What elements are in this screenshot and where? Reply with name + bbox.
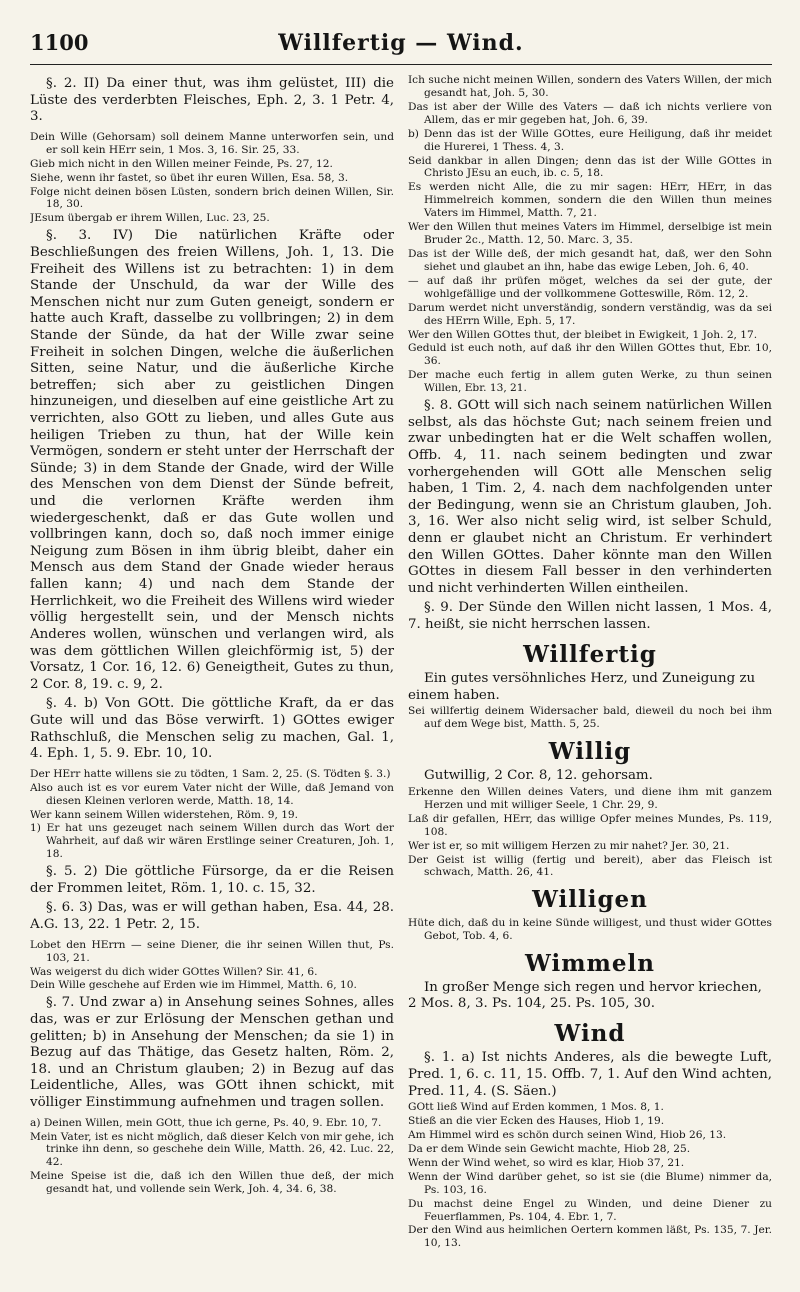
- scripture-citation: a) Deinen Willen, mein GOtt, thue ich gerne, Ps. 40, 9. Ebr. 10, 7.: [30, 1116, 382, 1129]
- scripture-citation: 1) Er hat uns gezeuget nach seinem Willen durch das Wort der Wahrheit, auf daß wir wären Erstlinge seiner Creaturen, Joh. 1, 18.: [30, 822, 394, 861]
- scripture-citation: Folge nicht deinen bösen Lüsten, sondern brich deinen Willen, Sir. 18, 30.: [30, 185, 394, 211]
- scripture-citation: Erkenne den Willen deines Vaters, und diene ihm mit ganzem Herzen und mit williger Seele, 1 Chr. 29, 9.: [408, 785, 772, 811]
- scripture-citation: Du machst deine Engel zu Winden, und deine Diener zu Feuerflammen, Ps. 104, 4. Ebr. 1, 7.: [408, 1197, 772, 1223]
- right-column: [408, 73, 772, 1250]
- section-paragraph: §. 6. 3) Das, was er will gethan haben, Esa. 44, 28. A.G. 13, 22. 1 Petr. 2, 15.: [30, 900, 394, 933]
- section-paragraph: §. 2. II) Da einer thut, was ihm gelüstet, III) die Lüste des verderbten Fleisches, Eph. 2, 3. 1 Petr. 4, 3.: [30, 76, 394, 125]
- scripture-citation: Wenn der Wind darüber gehet, so ist sie (die Blume) nimmer da, Ps. 103, 16.: [408, 1170, 772, 1196]
- scripture-citation: Der Geist ist willig (fertig und bereit), aber das Fleisch ist schwach, Matth. 26, 41.: [408, 853, 772, 879]
- left-column: [30, 73, 394, 1250]
- scripture-citation: Geduld ist euch noth, auf daß ihr den Willen GOttes thut, Ebr. 10, 36.: [408, 342, 772, 368]
- headword-willfertig: Willfertig: [523, 640, 657, 668]
- running-title: Willfertig — Wind.: [278, 30, 524, 56]
- section-paragraph: §. 4. b) Von GOtt. Die göttliche Kraft, da er das Gute will und das Böse verwirft. 1) GOttes ewiger Rathschluß, die Menschen selig zu machen, Gal. 1, 4. Eph. 1, 5. 9. Ebr. 10, 10.: [30, 696, 394, 762]
- scripture-citation: Wenn der Wind wehet, so wird es klar, Hiob 37, 21.: [408, 1156, 685, 1169]
- scripture-citation: Am Himmel wird es schön durch seinen Wind, Hiob 26, 13.: [408, 1129, 727, 1141]
- headword-wimmeln: Wimmeln: [525, 949, 655, 977]
- scripture-citation: Also auch ist es vor eurem Vater nicht der Wille, daß Jemand von diesen Kleinen verloren werde, Matth. 18, 14.: [30, 781, 394, 807]
- scripture-citation: — auf daß ihr prüfen möget, welches da sei der gute, der wohlgefällige und der vollkommene Gotteswille, Röm. 12, 2.: [408, 274, 772, 300]
- scripture-citation: Wer den Willen thut meines Vaters im Himmel, derselbige ist mein Bruder 2c., Matth. 12, 50. Marc. 3, 35.: [408, 221, 772, 247]
- scripture-citation: Stieß an die vier Ecken des Hauses, Hiob 1, 19.: [408, 1115, 665, 1128]
- scripture-citation: Das ist der Wille deß, der mich gesandt hat, daß, wer den Sohn siehet und glaubet an ihn, habe das ewige Leben, Joh. 6, 40.: [408, 247, 772, 273]
- section-paragraph: §. 1. a) Ist nichts Anderes, als die bewegte Luft, Pred. 1, 6. c. 11, 15. Offb. 7, 1. Auf den Wind achten, Pred. 11, 4. (S. Säen.): [408, 1050, 772, 1099]
- scripture-citation: Der den Wind aus heimlichen Oertern kommen läßt, Ps. 135, 7. Jer. 10, 13.: [408, 1224, 772, 1250]
- page-header: [30, 30, 772, 65]
- scripture-citation: Gieb mich nicht in den Willen meiner Feinde, Ps. 27, 12.: [30, 157, 333, 170]
- scripture-citation: Das ist aber der Wille des Vaters — daß ich nichts verliere von Allem, das er mir gegeben hat, Joh. 6, 39.: [408, 100, 772, 126]
- scripture-citation: Was weigerst du dich wider GOttes Willen? Sir. 41, 6.: [30, 965, 318, 978]
- page-number: 1100: [30, 30, 89, 55]
- scripture-citation: Der HErr hatte willens sie zu tödten, 1 Sam. 2, 25. (S. Tödten §. 3.): [30, 767, 391, 780]
- scripture-citation: Der mache euch fertig in allem guten Werke, zu thun seinen Willen, Ebr. 13, 21.: [408, 369, 772, 395]
- scripture-citation: Laß dir gefallen, HErr, das willige Opfer meines Mundes, Ps. 119, 108.: [408, 812, 772, 838]
- scripture-citation: Lobet den HErrn — seine Diener, die ihr seinen Willen thut, Ps. 103, 21.: [30, 938, 394, 964]
- definition: In großer Menge sich regen und hervor kriechen, 2 Mos. 8, 3. Ps. 104, 25. Ps. 105, 30.: [408, 979, 762, 1012]
- headword-willigen: Willigen: [532, 886, 648, 914]
- scripture-citation: b) Denn das ist der Wille GOttes, eure Heiligung, daß ihr meidet die Hurerei, 1 Thess. 4, 3.: [408, 127, 772, 153]
- scripture-citation: Hüte dich, daß du in keine Sünde willigest, und thust wider GOttes Gebot, Tob. 4, 6.: [408, 916, 772, 942]
- section-paragraph: §. 3. IV) Die natürlichen Kräfte oder Beschließungen des freien Willens, Joh. 1, 13. Die Freiheit des Willens ist zu betrachten: 1) in dem Stande der Unschuld, da war der Wille des Menschen nicht nur zum Guten geneigt, sondern er hatte auch Kraft, dasselbe zu vollbringen; 2) in dem Stande der Sünde, da hat der Wille zwar seine Freiheit in solchen Dingen, welche die äußerlichen Sitten, seine Natur, und die äußerliche Kirche betreffen; sich aber zu geistlichen Dingen hinzuneigen, und dieselben auf eine geistliche Art zu verrichten, also GOtt zu lieben, und alles Gute aus heiligen Trieben zu thun, hat der Wille kein Vermögen, sondern er steht unter der Herrschaft der Sünde; 3) in dem Stande der Gnade, wird der Wille des Menschen von dem Dienst der Sünde befreit, und die verlornen Kräfte werden ihm wiedergeschenkt, daß er das Gute wollen und vollbringen kann, doch so, daß noch immer einige Neigung zum Bösen in ihm übrig bleibt, daher ein Mensch aus dem Stand der Gnade wieder heraus fallen kann; 4) und nach dem Stande der Herrlichkeit, wo die Freiheit des Willens wird wieder völlig hergestellt sein, und der Mensch nichts Anderes wollen, wünschen und verlangen wird, als was dem göttlichen Willen gleichförmig ist, 5) der Vorsatz, 1 Cor. 16, 12. 6) Geneigtheit, Gutes zu thun, 2 Cor. 8, 19. c. 9, 2.: [30, 228, 394, 692]
- scripture-citation: Meine Speise ist die, daß ich den Willen thue deß, der mich gesandt hat, und vollende sein Werk, Joh. 4, 34. 6, 38.: [30, 1170, 394, 1196]
- scripture-citation: Wer kann seinem Willen widerstehen, Röm. 9, 19.: [30, 808, 299, 821]
- scripture-citation: Wer ist er, so mit willigem Herzen zu mir nahet? Jer. 30, 21.: [408, 839, 730, 852]
- headword-willig: Willig: [548, 738, 632, 766]
- scripture-citation: Seid dankbar in allen Dingen; denn das ist der Wille GOttes in Christo JEsu an euch, ib. c. 5, 18.: [408, 154, 772, 180]
- section-paragraph: §. 5. 2) Die göttliche Fürsorge, da er die Reisen der Frommen leitet, Röm. 1, 10. c. 15, 32.: [30, 864, 394, 896]
- scripture-citation: GOtt ließ Wind auf Erden kommen, 1 Mos. 8, 1.: [408, 1101, 664, 1114]
- scripture-citation: Dein Wille geschehe auf Erden wie im Himmel, Matth. 6, 10.: [30, 979, 357, 992]
- scripture-citation: JEsum übergab er ihrem Willen, Luc. 23, 25.: [30, 212, 270, 225]
- scripture-citation: Es werden nicht Alle, die zu mir sagen: HErr, HErr, in das Himmelreich kommen, sondern die den Willen thun meines Vaters im Himmel, Matth. 7, 21.: [408, 181, 772, 220]
- scripture-citation: Ich suche nicht meinen Willen, sondern des Vaters Willen, der mich gesandt hat, Joh. 5, 30.: [408, 74, 772, 99]
- scripture-citation: Wer den Willen GOttes thut, der bleibet in Ewigkeit, 1 Joh. 2, 17.: [408, 328, 758, 341]
- scripture-citation: Siehe, wenn ihr fastet, so übet ihr euren Willen, Esa. 58, 3.: [30, 171, 349, 184]
- section-paragraph: §. 8. GOtt will sich nach seinem natürlichen Willen selbst, als das höchste Gut; nach seinem freien und zwar unbedingten hat er die Welt schaffen wollen, Offb. 4, 11. nach seinem bedingten und zwar vorhergehenden will GOtt alle Menschen selig haben, 1 Tim. 2, 4. nach dem nachfolgenden unter der Bedingung, wenn sie an Christum glauben, Joh. 3, 16. Wer also nicht selig wird, ist selber Schuld, denn er glaubet nicht an Christum. Er verhindert den Willen GOttes. Daher könnte man den Willen GOttes in diesem Fall besser in den verhinderten und nicht verhinderten Willen eintheilen.: [408, 398, 772, 596]
- definition: Ein gutes versöhnliches Herz, und Zuneigung zu einem haben.: [408, 670, 756, 703]
- headword-wind: Wind: [554, 1020, 626, 1048]
- section-paragraph: §. 7. Und zwar a) in Ansehung seines Sohnes, alles das, was er zur Erlösung der Menschen gethan und gelitten; b) in Ansehung der Menschen; da sie 1) in Bezug auf das Thätige, das Gesetz halten, Röm. 2, 18. und an Christum glauben; 2) in Bezug auf das Leidentliche, Alles, was GOtt ihnen schickt, mit völliger Einstimmung aufnehmen und tragen sollen.: [30, 995, 394, 1111]
- scripture-citation: Darum werdet nicht unverständig, sondern verständig, was da sei des HErrn Wille, Eph. 5, 17.: [408, 301, 772, 327]
- scripture-citation: Sei willfertig deinem Widersacher bald, dieweil du noch bei ihm auf dem Wege bist, Matth. 5, 25.: [408, 705, 772, 731]
- scripture-citation: Dein Wille (Gehorsam) soll deinem Manne unterworfen sein, und er soll kein HErr sein, 1 Mos. 3, 16. Sir. 25, 33.: [30, 130, 394, 156]
- scripture-citation: Mein Vater, ist es nicht möglich, daß dieser Kelch von mir gehe, ich trinke ihn denn, so geschehe dein Wille, Matth. 26, 42. Luc. 22, 42.: [30, 1130, 394, 1169]
- scripture-citation: Da er dem Winde sein Gewicht machte, Hiob 28, 25.: [408, 1142, 691, 1155]
- section-paragraph: §. 9. Der Sünde den Willen nicht lassen, 1 Mos. 4, 7. heißt, sie nicht herrschen lassen.: [408, 600, 772, 633]
- definition: Gutwillig, 2 Cor. 8, 12. gehorsam.: [424, 768, 653, 784]
